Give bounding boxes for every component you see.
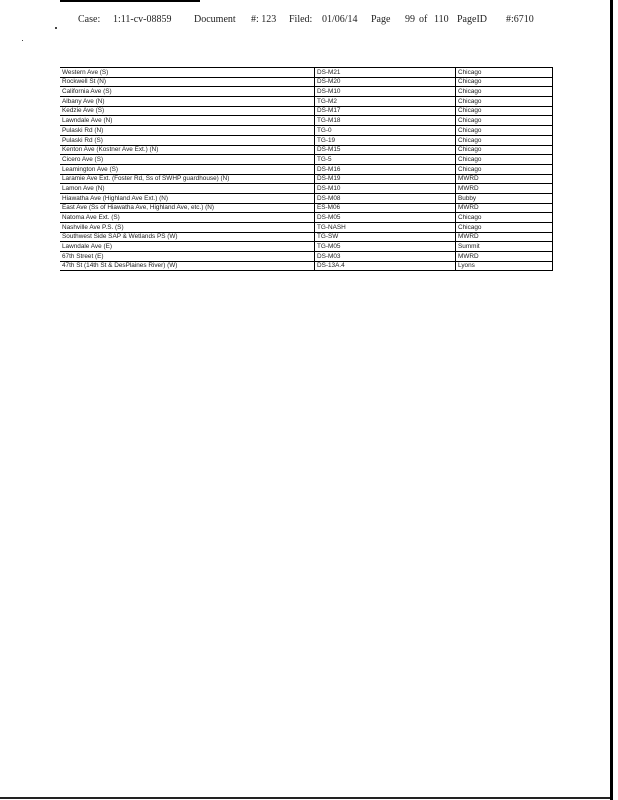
table-row	[60, 184, 553, 194]
page-label: Page	[371, 14, 391, 25]
case-number: 1:11-cv-08859	[113, 14, 172, 25]
pageid-value: #:6710	[506, 14, 534, 25]
location-cell: Kedzie Ave (S)	[60, 106, 315, 116]
court-filing-header	[78, 14, 578, 28]
id-cell: ES-M06	[315, 203, 456, 213]
location-cell: Rockwell St (N)	[60, 77, 315, 87]
filed-date: 01/06/14	[322, 14, 358, 25]
scan-speck	[55, 27, 57, 29]
location-cell: Hiawatha Ave (Highland Ave Ext.) (N)	[60, 193, 315, 203]
table-row	[60, 164, 553, 174]
table-row	[60, 213, 553, 223]
id-cell: TG-M2	[315, 97, 456, 107]
table-row	[60, 135, 553, 145]
id-cell: TG-M18	[315, 116, 456, 126]
table-row	[60, 242, 553, 252]
location-cell: Western Ave (S)	[60, 68, 315, 78]
id-cell: DS-M17	[315, 106, 456, 116]
location-table-body	[60, 68, 553, 271]
owner-cell: Chicago	[456, 164, 553, 174]
owner-cell: Lyons	[456, 261, 553, 271]
id-cell: DS-M03	[315, 252, 456, 262]
owner-cell: MWRD	[456, 184, 553, 194]
owner-cell: Chicago	[456, 155, 553, 165]
owner-cell: Chicago	[456, 97, 553, 107]
location-cell: Lawndale Ave (E)	[60, 242, 315, 252]
id-cell: DS-M21	[315, 68, 456, 78]
of-label: of	[419, 14, 428, 25]
owner-cell: Chicago	[456, 135, 553, 145]
owner-cell: MWRD	[456, 174, 553, 184]
id-cell: DS-13A.4	[315, 261, 456, 271]
table-row	[60, 252, 553, 262]
location-cell: California Ave (S)	[60, 87, 315, 97]
table-row	[60, 87, 553, 97]
id-cell: TG-NASH	[315, 223, 456, 233]
table-row	[60, 68, 553, 78]
table-row	[60, 77, 553, 87]
id-cell: DS-M16	[315, 164, 456, 174]
owner-cell: Chicago	[456, 213, 553, 223]
location-cell: Southwest Side SAP & Wetlands PS (W)	[60, 232, 315, 242]
owner-cell: Chicago	[456, 116, 553, 126]
id-cell: TG-0	[315, 126, 456, 136]
scan-speck	[22, 40, 23, 41]
location-cell: Leamington Ave (S)	[60, 164, 315, 174]
owner-cell: MWRD	[456, 203, 553, 213]
case-label: Case:	[78, 14, 101, 25]
table-row	[60, 97, 553, 107]
location-cell: Pulaski Rd (S)	[60, 135, 315, 145]
right-page-border	[610, 0, 613, 800]
id-cell: DS-M19	[315, 174, 456, 184]
id-cell: DS-M08	[315, 193, 456, 203]
id-cell: TG-M05	[315, 242, 456, 252]
owner-cell: Chicago	[456, 223, 553, 233]
owner-cell: Chicago	[456, 68, 553, 78]
id-cell: DS-M15	[315, 145, 456, 155]
location-cell: Laramie Ave Ext. (Foster Rd, Ss of SWHP guardhouse) (N)	[60, 174, 315, 184]
id-cell: TG-5	[315, 155, 456, 165]
page-total: 110	[434, 14, 449, 25]
location-cell: Lamon Ave (N)	[60, 184, 315, 194]
owner-cell: Chicago	[456, 145, 553, 155]
table-row	[60, 223, 553, 233]
location-cell: Lawndale Ave (N)	[60, 116, 315, 126]
table-row	[60, 261, 553, 271]
owner-cell: Chicago	[456, 126, 553, 136]
table-row	[60, 193, 553, 203]
table-row	[60, 155, 553, 165]
table-row	[60, 106, 553, 116]
owner-cell: Chicago	[456, 106, 553, 116]
location-cell: 67th Street (E)	[60, 252, 315, 262]
page-number: 99	[405, 14, 415, 25]
id-cell: DS-M20	[315, 77, 456, 87]
table-row	[60, 116, 553, 126]
location-table	[60, 67, 550, 271]
owner-cell: Bubby	[456, 193, 553, 203]
owner-cell: Chicago	[456, 87, 553, 97]
filed-label: Filed:	[289, 14, 313, 25]
document-label: Document	[194, 14, 236, 25]
table-row	[60, 203, 553, 213]
pageid-label: PageID	[457, 14, 487, 25]
id-cell: TG-SW	[315, 232, 456, 242]
id-cell: DS-M05	[315, 213, 456, 223]
document-number: #: 123	[251, 14, 277, 25]
owner-cell: MWRD	[456, 232, 553, 242]
location-cell: Natoma Ave Ext. (S)	[60, 213, 315, 223]
location-cell: Albany Ave (N)	[60, 97, 315, 107]
table-row	[60, 174, 553, 184]
location-cell: East Ave (Ss of Hiawatha Ave, Highland Ave, etc.) (N)	[60, 203, 315, 213]
owner-cell: MWRD	[456, 252, 553, 262]
id-cell: TG-19	[315, 135, 456, 145]
table-row	[60, 145, 553, 155]
table-row	[60, 126, 553, 136]
id-cell: DS-M10	[315, 87, 456, 97]
location-cell: 47th St (14th St & DesPlaines River) (W)	[60, 261, 315, 271]
location-cell: Pulaski Rd (N)	[60, 126, 315, 136]
owner-cell: Chicago	[456, 77, 553, 87]
top-edge-mark	[60, 0, 200, 2]
owner-cell: Summit	[456, 242, 553, 252]
location-cell: Cicero Ave (S)	[60, 155, 315, 165]
location-cell: Nashville Ave P.S. (S)	[60, 223, 315, 233]
table-row	[60, 232, 553, 242]
location-cell: Kenton Ave (Kostner Ave Ext.) (N)	[60, 145, 315, 155]
bottom-page-border	[0, 797, 610, 799]
id-cell: DS-M10	[315, 184, 456, 194]
